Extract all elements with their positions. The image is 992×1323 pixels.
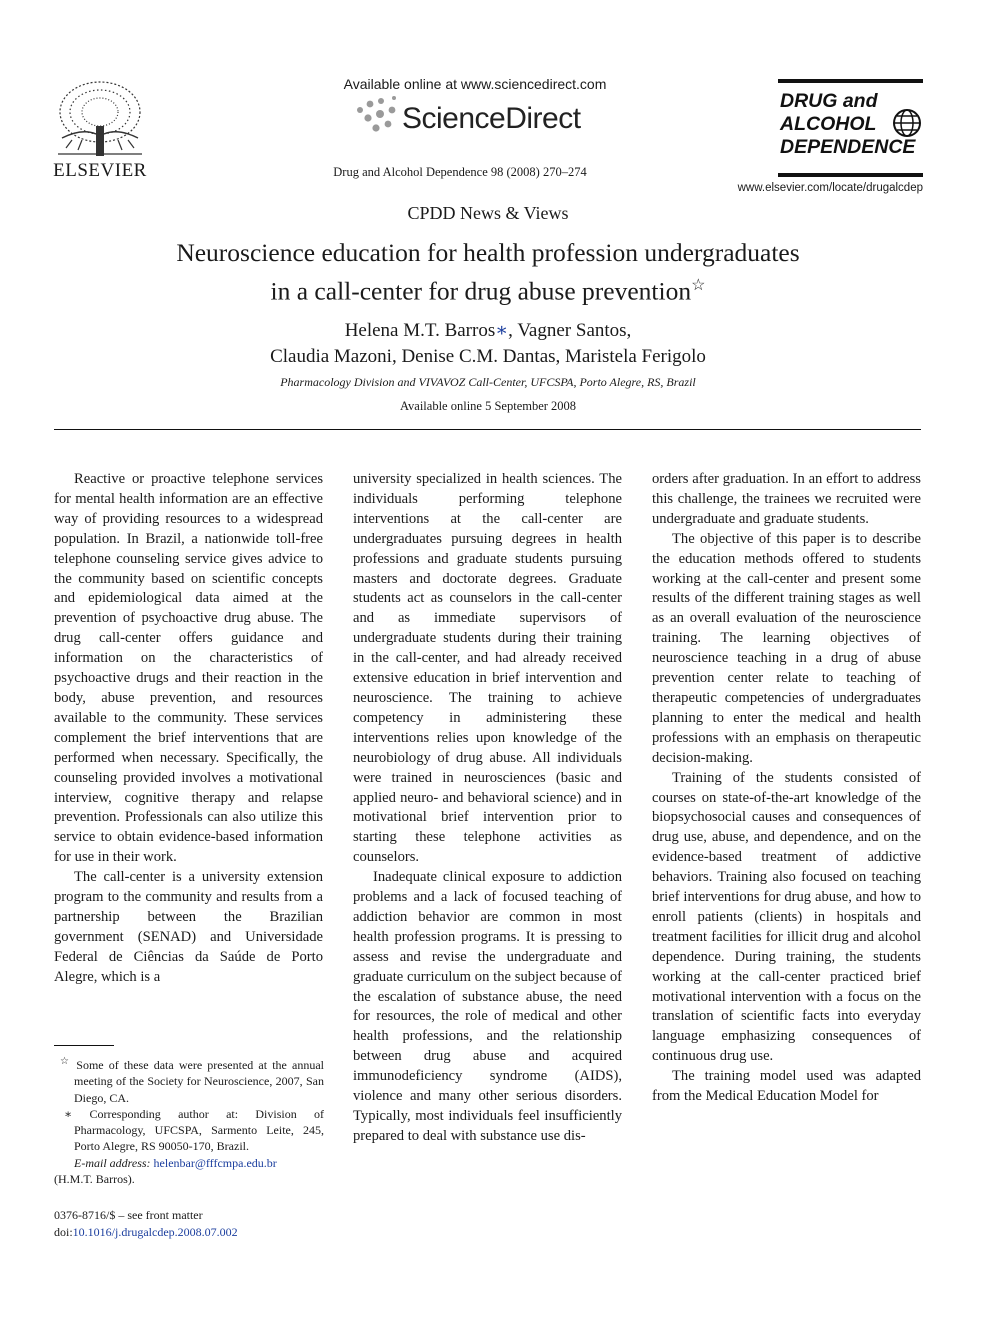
- author-list: [150, 318, 826, 370]
- front-matter: [54, 1207, 354, 1241]
- footnote-mark: ☆: [60, 1056, 72, 1067]
- globe-icon: [892, 108, 922, 138]
- journal-url[interactable]: www.elsevier.com/locate/drugalcdep: [737, 182, 923, 194]
- body-column-3: [652, 470, 921, 1107]
- journal-logo-line: DRUG and: [780, 90, 878, 112]
- sciencedirect-wordmark: ScienceDirect: [402, 102, 581, 135]
- footnote-text: Corresponding author at: Division of Pharmacology, UFCSPA, Sarmento Leite, 245, Porto Alegre, RS 90050-170, Brazil.: [74, 1106, 325, 1154]
- email-owner: (H.M.T. Barros).: [54, 1172, 135, 1187]
- paragraph: Inadequate clinical exposure to addiction problems and a lack of focused teaching of addiction behavior are common in most health profession programs. It is pressing to assess and revise the undergraduate and graduate curriculum on the subject because of the escalation of substance abuse, the need for resources, the role of medical and other health professions, and the relationship between drug abuse and acquired immunodeficiency syndrome (AIDS), violence and many other serious disorders. Typically, most individuals feel insufficiently prepared to deal with substance use dis-: [353, 869, 622, 1144]
- article-title: [100, 236, 876, 308]
- publisher-name: ELSEVIER: [53, 160, 147, 181]
- body-column-2: [353, 470, 622, 1147]
- doi-link[interactable]: 10.1016/j.drugalcdep.2008.07.002: [72, 1225, 238, 1239]
- journal-logo-line: ALCOHOL: [780, 113, 877, 135]
- journal-citation: Drug and Alcohol Dependence 98 (2008) 270–274: [333, 165, 587, 179]
- paragraph: Reactive or proactive telephone services for mental health information are an effective way of providing resources to a widespread population. In Brazil, a nationwide toll-free telephone counseling service gives advice to the community based on scientific concepts and epidemiological data aimed at the prevention of psychoactive drug abuse. The drug call-center offers guidance and information on the characteristics of psychoactive drugs and their reaction in the body, abuse prevention, and resources available to the community. These services complement the brief interventions that are performed when necessary. Specifically, the counseling provided involves a motivational interview, cognitive therapy and relapse prevention. Professionals can also utilize this service to obtain evidence-based information for use in their work.: [54, 471, 323, 866]
- title-footnote-mark[interactable]: ☆: [691, 277, 706, 294]
- affiliation: Pharmacology Division and VIVAVOZ Call-Center, UFCSPA, Porto Alegre, RS, Brazil: [280, 375, 696, 389]
- footnote-divider: [54, 1045, 114, 1046]
- paragraph: The training model used was adapted from the Medical Education Model for: [652, 1068, 921, 1105]
- email-label: E-mail address:: [74, 1155, 151, 1170]
- author-names: Claudia Mazoni, Denise C.M. Dantas, Maristela Ferigolo: [270, 346, 706, 367]
- author-name: , Vagner Santos,: [508, 320, 632, 341]
- title-line: Neuroscience education for health profession undergraduates: [176, 238, 800, 267]
- author-name: Helena M.T. Barros: [344, 320, 496, 341]
- paragraph: orders after graduation. In an effort to address this challenge, the trainees we recruited were undergraduate and graduate students.: [652, 471, 921, 527]
- available-date: Available online 5 September 2008: [399, 399, 577, 413]
- email-link[interactable]: helenbar@fffcmpa.edu.br: [153, 1155, 277, 1170]
- footnote-mark: ∗: [64, 1106, 73, 1121]
- available-online-note: Available online at www.sciencedirect.com: [343, 76, 607, 92]
- paragraph: The objective of this paper is to describe the education methods offered to students working at the call-center and present some results of the different training stages as well as an overall evaluation of the neuroscience training. The learning objectives of neuroscience teaching in a drug of abuse prevention center relate to teaching of therapeutic competencies of undergraduates planning to enter the medical and health professions with an emphasis on therapeutic decision-making.: [652, 530, 921, 766]
- footnotes: [54, 1054, 324, 1187]
- paragraph: university specialized in health sciences. The individuals performing telephone interventions at the call-center are undergraduates pursuing degrees in health professions and graduate students pursuing masters and doctorate degrees. Graduate students act as counselors in the call-center and as immediate supervisors of undergraduate students during their training in the call-center, and had already received extensive education in brief intervention and neuroscience. The training to achieve competency in administering these interventions relies upon knowledge of the neurobiology of drug abuse. All individuals were trained in neurosciences (basic and applied neuro- and behavioral science) and in motivational brief intervention prior to starting these telephone activities as counselors.: [353, 471, 622, 866]
- paragraph: The call-center is a university extension program to the community and results from a partnership between the Brazilian government (SENAD) and Universidade Federal de Ciências da Saúde de Porto Alegre, which is a: [54, 869, 323, 985]
- footnote-text: Some of these data were presented at the annual meeting of the Society for Neuroscience, 2007, San Diego, CA.: [74, 1058, 325, 1105]
- header-divider: [54, 429, 921, 430]
- corresponding-author-mark[interactable]: ∗: [495, 320, 509, 341]
- section-heading: CPDD News & Views: [407, 203, 569, 223]
- issn-line: 0376-8716/$ – see front matter: [54, 1208, 203, 1222]
- doi-label: doi:: [54, 1225, 73, 1239]
- body-column-1: [54, 470, 323, 988]
- journal-logo-line: DEPENDENCE: [780, 136, 916, 158]
- title-line: in a call-center for drug abuse prevention: [270, 276, 692, 306]
- paragraph: Training of the students consisted of courses on state-of-the-art knowledge of the biopsychosocial causes and consequences of drug use, abuse, and dependence, and on the evidence-based treatment of addictive behaviors. Training also focused on teaching brief interventions for drug abuse, and how to enroll patients (clients) in hospitals and treatment facilities for illicit drug and alcohol dependence. During training, the students working at the call-center practiced brief motivational intervention with a focus on the translation of scientific facts into everyday language emphasizing consequences of continuous drug use.: [652, 769, 921, 1065]
